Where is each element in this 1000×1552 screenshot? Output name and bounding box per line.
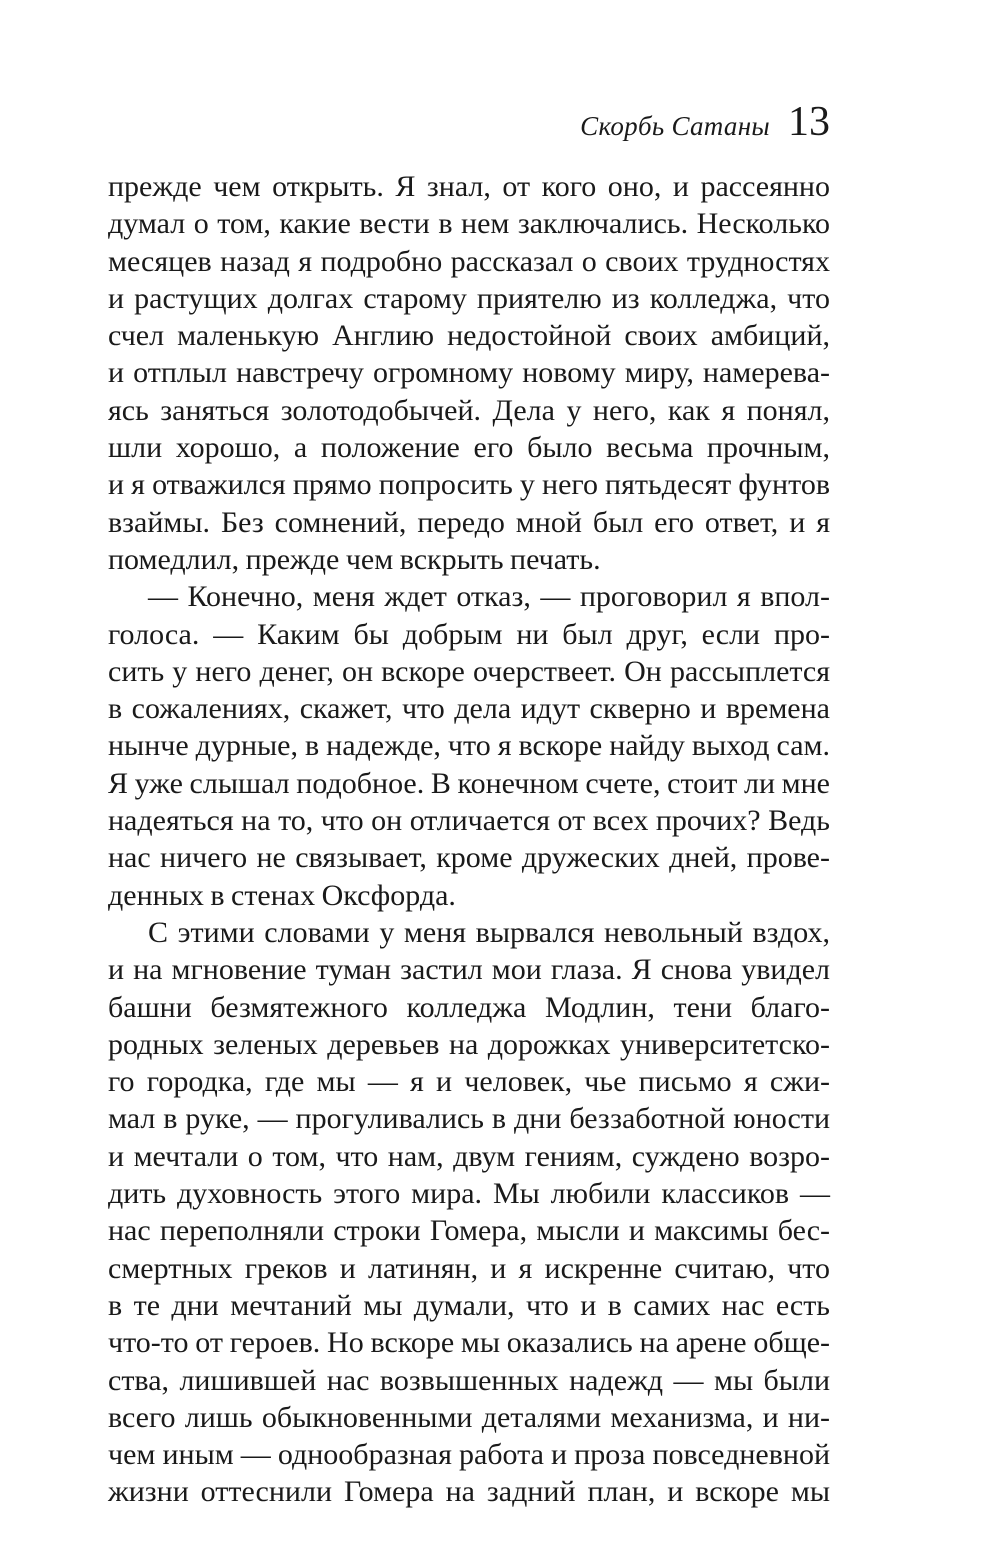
- text-line: и я отважился прямо попросить у него пятьдесят фунтов: [108, 468, 830, 502]
- text-line: в сожалениях, скажет, что дела идут скверно и времена: [108, 692, 830, 726]
- paragraph-first-line: — Конечно, меня ждет отказ, — проговорил я впол-: [148, 580, 830, 614]
- text-line: ясь заняться золотодобычей. Дела у него, как я понял,: [108, 393, 830, 427]
- running-title: Скорбь Сатаны: [580, 111, 770, 141]
- text-line: месяцев назад я подробно рассказал о своих трудностях: [108, 244, 830, 278]
- text-line: в те дни мечтаний мы думали, что и в самих нас есть: [108, 1288, 830, 1322]
- text-body: [108, 168, 830, 1511]
- text-line: жизни оттеснили Гомера на задний план, и вскоре мы: [108, 1475, 830, 1509]
- text-line: башни безмятежного колледжа Модлин, тени благо-: [108, 990, 830, 1024]
- text-line: и на мгновение туман застил мои глаза. Я снова увидел: [108, 953, 830, 987]
- text-line: смертных греков и латинян, и я искренне считаю, что: [108, 1251, 830, 1285]
- text-line: и растущих долгах старому приятелю из колледжа, что: [108, 281, 830, 315]
- text-line: думал о том, какие вести в нем заключались. Несколько: [108, 207, 830, 241]
- text-line: голоса. — Каким бы добрым ни был друг, если про-: [108, 617, 830, 651]
- text-line: нас переполняли строки Гомера, мысли и максимы бес-: [108, 1214, 830, 1248]
- text-line: го городка, где мы — я и человек, чье письмо я сжи-: [108, 1065, 830, 1099]
- text-line: сить у него денег, он вскоре очерствеет. Он рассыплется: [108, 654, 830, 688]
- text-line: всего лишь обыкновенными деталями механизма, и ни-: [108, 1400, 830, 1434]
- text-line: чем иным — однообразная работа и проза повседневной: [108, 1438, 830, 1472]
- running-header: [108, 98, 830, 146]
- text-line: и мечтали о том, что нам, двум гениям, суждено возро-: [108, 1139, 830, 1173]
- text-line: прежде чем открыть. Я знал, от кого оно, и рассеянно: [108, 170, 830, 203]
- text-line: что-то от героев. Но вскоре мы оказались на арене обще-: [108, 1326, 830, 1360]
- text-line: нынче дурные, в надежде, что я вскоре найду выход сам.: [108, 729, 830, 763]
- text-line: надеяться на то, что он отличается от всех прочих? Ведь: [108, 804, 830, 838]
- text-line: нас ничего не связывает, кроме дружеских дней, прове-: [108, 841, 830, 875]
- page-number: 13: [788, 99, 830, 145]
- text-line: денных в стенах Оксфорда.: [108, 878, 456, 912]
- text-line: родных зеленых деревьев на дорожках университетско-: [108, 1027, 830, 1061]
- text-line: шли хорошо, а положение его было весьма прочным,: [108, 431, 830, 465]
- text-line: взаймы. Без сомнений, передо мной был его ответ, и я: [108, 505, 830, 539]
- text-line: дить духовность этого мира. Мы любили классиков —: [108, 1177, 830, 1211]
- text-line: счел маленькую Англию недостойной своих амбиций,: [108, 319, 830, 353]
- text-line: ства, лишившей нас возвышенных надежд — мы были: [108, 1363, 830, 1397]
- text-line: и отплыл навстречу огромному новому миру, намерева-: [108, 356, 830, 390]
- text-line: Я уже слышал подобное. В конечном счете, стоит ли мне: [108, 766, 830, 800]
- text-line: помедлил, прежде чем вскрыть печать.: [108, 542, 601, 576]
- paragraph-first-line: С этими словами у меня вырвался невольный вздох,: [148, 915, 830, 949]
- text-line: мал в руке, — прогуливались в дни беззаботной юности: [108, 1102, 830, 1136]
